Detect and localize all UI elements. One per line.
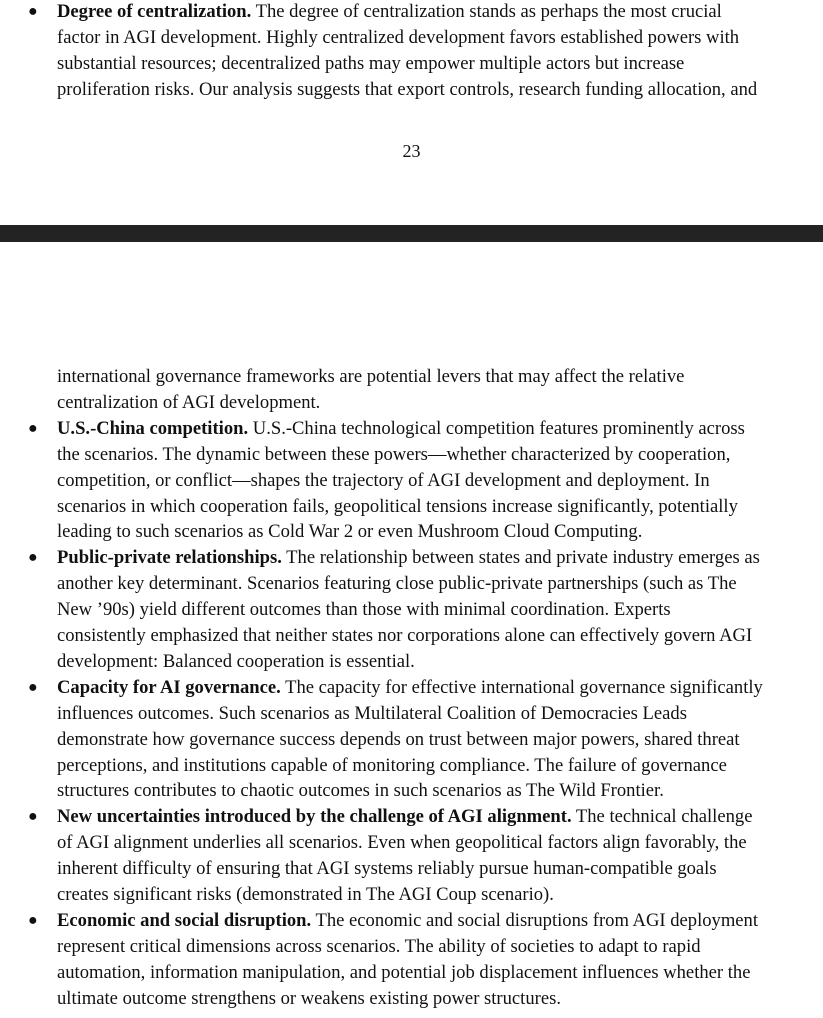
bullet-line [57, 416, 745, 442]
bullet-line: of AGI alignment underlies all scenarios. Even when geopolitical factors align favorably, the [57, 832, 747, 854]
bullet-line: automation, information manipulation, and potential job displacement influences whether the [57, 961, 751, 983]
bullet-text: The economic and social disruptions from AGI deployment [311, 909, 759, 931]
page-divider [0, 225, 823, 242]
bullet-line [57, 675, 763, 701]
bullet-line: another key determinant. Scenarios featuring close public-private partnerships (such as The [57, 573, 737, 595]
bullet-line [57, 908, 758, 934]
bullet-text: The degree of centralization stands as perhaps the most crucial [251, 1, 722, 22]
bullet-line [57, 0, 722, 25]
bullet-line: consistently emphasized that neither states nor corporations alone can effectively govern AGI [57, 625, 753, 646]
bullet-line: competition, or conflict—shapes the trajectory of AGI development and deployment. In [57, 469, 710, 491]
bullet-line: factor in AGI development. Highly centralized development favors established powers with [57, 26, 740, 48]
bullet-line: the scenarios. The dynamic between these powers—whether characterized by cooperation, [57, 443, 731, 465]
bullet-line: ultimate outcome strengthens or weakens existing power structures. [57, 987, 561, 1009]
bullet-line: represent critical dimensions across scenarios. The ability of societies to adapt to rapid [57, 935, 701, 957]
bullet-line [57, 804, 752, 830]
bullet-line: perceptions, and institutions capable of monitoring compliance. The failure of governance [57, 754, 727, 776]
bullet-line: influences outcomes. Such scenarios as Multilateral Coalition of Democracies Leads [57, 702, 687, 724]
bullet-text: The technical challenge [571, 806, 753, 828]
bullet-heading: Degree of centralization. [57, 1, 252, 22]
bullet-line: inherent difficulty of ensuring that AGI systems reliably pursue human-compatible goals [57, 858, 717, 880]
bullet-heading: Capacity for AI governance. [57, 676, 281, 698]
bullet-text: U.S.-China technological competition features prominently across [248, 417, 745, 439]
bullet-icon: ● [28, 678, 38, 696]
bullet-icon: ● [28, 549, 38, 567]
bullet-line [57, 545, 760, 571]
bullet-heading: Public-private relationships. [57, 547, 282, 569]
bullet-icon: ● [28, 911, 38, 929]
bullet-line: creates significant risks (demonstrated in The AGI Coup scenario). [57, 884, 554, 905]
bullet-line: development: Balanced cooperation is essential. [57, 650, 415, 672]
bullet-heading: U.S.-China competition. [57, 417, 249, 439]
bullet-icon: ● [28, 419, 38, 437]
bullet-line: proliferation risks. Our analysis suggests that export controls, research funding allocation, and [57, 78, 758, 100]
bullet-line: substantial resources; decentralized paths may empower multiple actors but increase [57, 52, 685, 74]
bullet-line: New ’90s) yield different outcomes than those with minimal coordination. Experts [57, 599, 671, 621]
bullet-text: The relationship between states and private industry emerges as [281, 547, 760, 569]
bullet-line: demonstrate how governance success depends on trust between major powers, shared threat [57, 728, 740, 750]
bullet-icon: ● [28, 3, 38, 20]
bullet-line: leading to such scenarios as Cold War 2 or even Mushroom Cloud Computing. [57, 521, 643, 543]
bullet-line: scenarios in which cooperation fails, geopolitical tensions increase significantly, potentially [57, 495, 738, 517]
bullet-icon: ● [28, 808, 38, 826]
bullet-heading: New uncertainties introduced by the challenge of AGI alignment. [57, 806, 572, 828]
bullet-text: The capacity for effective international governance significantly [280, 676, 763, 698]
continuation-line: international governance frameworks are potential levers that may affect the relative [57, 366, 685, 387]
page-number: 23 [402, 141, 421, 161]
bullet-line: structures contributes to chaotic outcomes in such scenarios as The Wild Frontier. [57, 780, 664, 802]
continuation-line: centralization of AGI development. [57, 391, 321, 413]
bullet-heading: Economic and social disruption. [57, 909, 312, 931]
